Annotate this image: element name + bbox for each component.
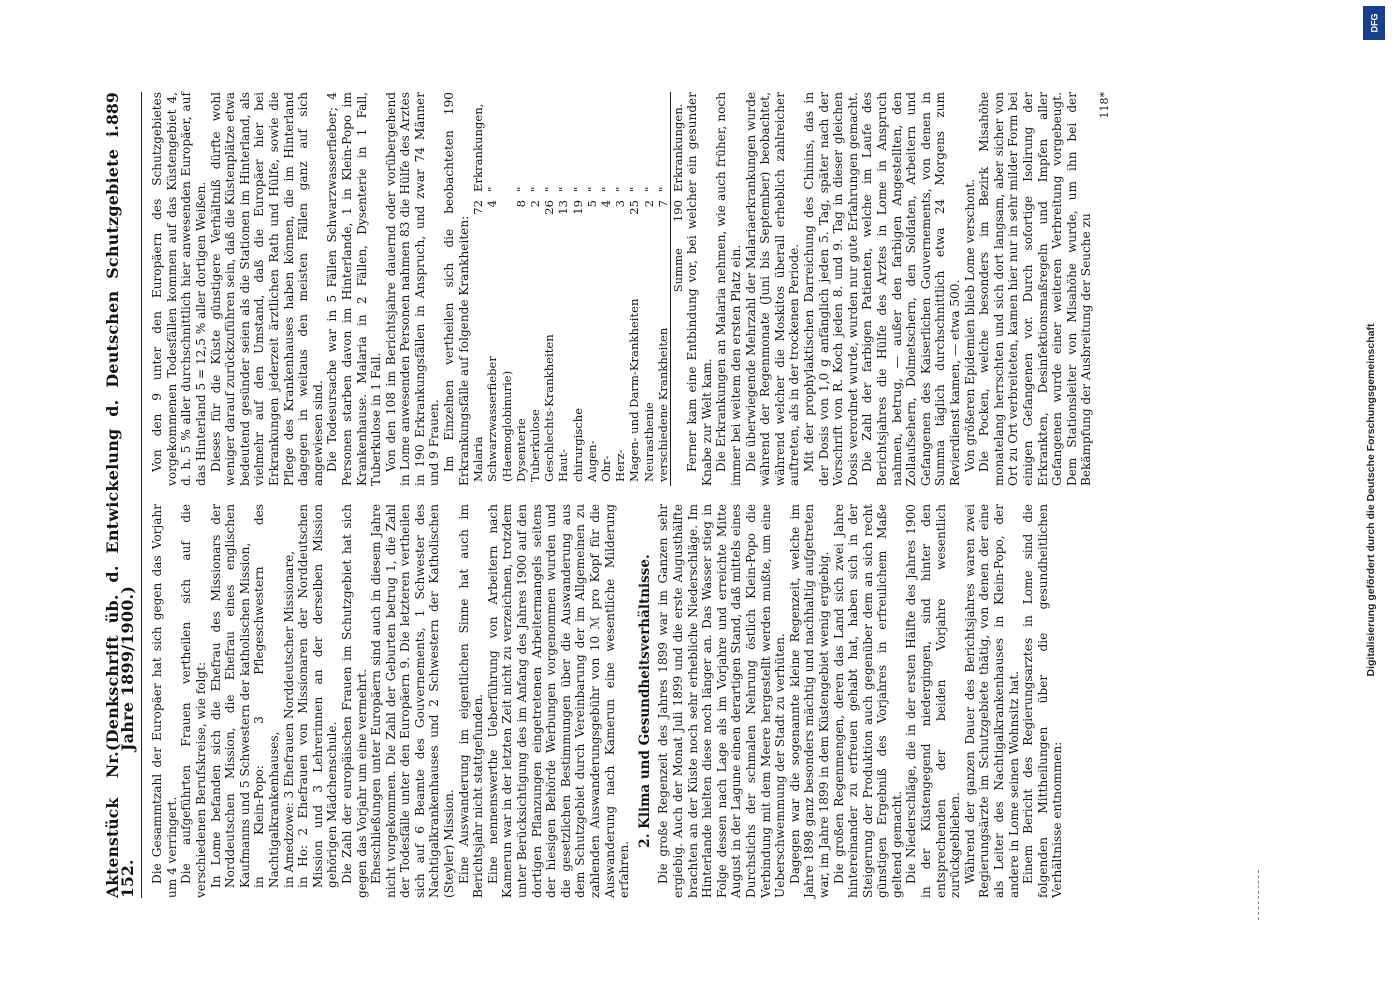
paragraph: Im Einzelnen vertheilen sich die beobachteten 190 Erkrankungsfälle auf folgende Krankheiten: [442,92,471,486]
table-row [542,92,556,486]
disease-name: Schwarzwasserfieber (Haemoglobinurie) [485,356,514,482]
paragraph: Die große Regenzeit des Jahres 1899 war im Ganzen sehr ergiebig. Auch der Monat Juli 1899 und die erste Augusthälfte brachten an der Küste noch sehr erhebliche Niederschläge. Im Hinterlande hielten diese noch länger an. Das Wasser stieg in Folge dessen nach Lage als im Vorjahre und erreichte Mitte August in der Lagune einen derartigen Stand, daß mittels eines Durchstichs der schmalen Nehrung östlich Klein-Popo die Verbindung mit dem Meere hergestellt werden mußte, um eine Ueberschwemmung der Stadt zu verhüten. [656,504,788,898]
table-row [514,92,528,486]
disease-name: Malaria [471,436,486,482]
sum-unit: Erkrankungen. [671,92,686,196]
sum-value: 190 [671,196,686,244]
disease-name: Tuberkulose [528,408,543,482]
ditto-mark: " [542,186,557,192]
paragraph: Von den 108 im Berichtsjahre dauernd oder vorübergehend in Lome anwesenden Personen nahmen 83 die Hülfe des Arztes in 190 Erkrankungsfällen in Anspruch, und zwar 74 Männer und 9 Frauen. [383,92,442,486]
disease-count: 2 [641,200,656,208]
disease-count: 4 [485,200,500,208]
paragraph: Die Pocken, welche besonders im Bezirk Misahöhe monatelang herrschten und sich dort langsam, aber sicher von Ort zu Ort verbreiteten, kamen hier nur in sehr milder Form bei einigen Gefangenen vor. Durch sofortige Isolirung der Erkrankten, Desinfektionsmaßregeln und Impfen aller Gefangenen wurde einer weiteren Verbreitung vorgebeugt. Dem Stationsleiter von Misahöhe wurde, um ihn bei der Bekämpfung der Ausbreitung der Seuche zu [977,92,1094,486]
table-sum-row [671,92,686,486]
paragraph: Dagegen war die sogenannte kleine Regenzeit, welche im Jahre 1898 ganz besonders mächtig und nachhaltig aufgetreten war, im Jahre 1899 in dem Küstengebiet wenig ergiebig. [787,504,831,898]
table-row [571,92,585,486]
disease-name: Neurasthenie [641,402,656,482]
scan-edge-mark [1258,870,1261,920]
table-row [585,92,599,486]
disease-name: Haut- [556,448,571,482]
document-number: Aktenstück Nr. 152. [103,751,137,898]
table-row [642,92,656,486]
disease-name: Herz- [613,449,628,482]
ditto-mark: " [627,186,642,192]
list-item: In Lome befanden sich die Ehefrau des Missionars der Norddeutschen Mission, die Ehefrau eines englischen Kaufmanns und 5 Schwestern der katholischen Mission, [208,504,252,888]
paragraph: Eine nennenswerthe Ueberführung von Arbeitern nach Kamerun war in der letzten Zeit nicht zu verzeichnen, trotzdem unter Berücksichtigung des im Anfang des Jahres 1900 auf den dortigen Pflanzungen eingetretenen Arbeitermangels seitens der hiesigen Behörde Werbungen vorgenommen wurden und die gesetzlichen Bestimmungen über die Auswanderung aus dem Schutzgebiet durch Vereinbarung der im Allgemeinen zu zahlenden Auswanderungsgebühr von 10 ℳ pro Kopf für die Auswanderung nach Kamerun eine wesentliche Milderung erfahren. [485,504,632,898]
paragraph: Die Erkrankungen an Malaria nehmen, wie auch früher, noch immer bei weitem den ersten Platz ein. [714,92,744,486]
paragraph: Eine Auswanderung im eigentlichen Sinne hat auch im Berichtsjahr nicht stattgefunden. [456,504,486,898]
digitization-credit: Digitalisierung gefördert durch die Deutsche Forschungsgemeinschaft [1365,323,1377,677]
table-row [613,92,627,486]
table-row [599,92,613,486]
dfg-logo [1363,6,1385,40]
ditto-mark: " [513,186,528,192]
table-row [471,92,485,486]
ditto-mark: " [655,186,670,192]
disease-name: Magen- und Darm-Krankheiten [627,298,642,482]
list-item: in Klein-Popo: 3 Pflegeschwestern des Nachtigalkrankenhauses, [252,504,281,888]
paragraph: Von den 9 unter den Europäern des Schutzgebietes vorgekommenen Todesfällen kommen auf das Küstengebiet 4, d. h. 5 % aller durchschnittlich hier anwesenden Europäer, auf das Hinterland 5 = 12,5 % aller dortigen Weißen. [150,92,208,486]
paragraph: Die überwiegende Mehrzahl der Malariaerkrankungen wurde während der Regenmonate (Juni bis September) beobachtet, während welcher die Moskitos überall erheblich zahlreicher auftreten, als in der trockenen Periode. [743,92,802,486]
paragraph: Ferner kam eine Entbindung vor, bei welcher ein gesunder Knabe zur Welt kam. [685,92,714,486]
disease-count: 5 [584,200,599,208]
list-item: in Ho: 2 Ehefrauen von Missionaren der Norddeutschen Mission und 3 Lehrerinnen an der derselben Mission gehörigen Mädchenschule. [296,504,340,888]
ditto-mark: " [613,186,628,192]
ditto-mark: " [599,186,614,192]
disease-name: verschiedene Krankheiten [655,327,670,482]
paragraph: Die Zahl der farbigen Patienten, welche im Laufe des Berichtsjahres die Hülfe des Arztes in Lome in Anspruch nahmen, betrug, — außer den farbigen Angestellten, den Zollaufsehern, Dolmetschern, den Soldaten, Arbeitern und Gefangenen des Kaiserlichen Gouvernements, von denen in Summa täglich durchschnittlich etwa 24 Morgens zum Revierdienst kamen, — etwa 500. [860,92,962,486]
disease-count: 72 [471,200,486,215]
disease-name: Augen- [584,440,599,482]
women-distribution-list [209,504,340,898]
list-item: in Amedzowe: 3 Ehefrauen Norddeutscher Missionare, [281,550,296,888]
right-column [150,92,1112,486]
sum-label: Summe [671,244,686,486]
ditto-mark: " [556,186,571,192]
paragraph: Die aufgeführten Frauen vertheilen sich auf die verschiedenen Berufskreise, wie folgt: [179,504,208,898]
disease-count: 7 [655,200,670,208]
ditto-mark: " [641,186,656,192]
disease-name: Geschlechts-Krankheiten [542,334,557,482]
dfg-logo-text: DFG [1369,13,1379,33]
signature-mark: 118* [1097,92,1111,119]
disease-count: 4 [599,200,614,208]
table-row [485,92,513,486]
table-row [627,92,641,486]
document-page [96,80,1306,910]
text-columns [150,92,1112,898]
paragraph: Die Niederschläge, die in der ersten Hälfte des Jahres 1900 in der Küstengegend niedergingen, sind hinter den entsprechenden der beiden Vorjahre wesentlich zurückgeblieben. [904,504,963,898]
disease-count: 2 [528,200,543,208]
ditto-mark: " [528,186,543,192]
paragraph: Während der ganzen Dauer des Berichtsjahres waren zwei Regierungsärzte im Schutzgebiete thätig, von denen der eine als Leiter des Nachtigalkrankenhauses in Klein-Popo, der andere in Lome seinen Wohnsitz hat. [962,504,1021,898]
disease-name: Dysenterie [513,418,528,482]
disease-count: 25 [627,200,642,215]
paragraph: Dieses für die Küste günstigere Verhältniß dürfte wohl weniger darauf zurückzuführen sein, daß die Küstenplätze etwa bedeutend gesünder seien als die Stationen im Hinterland, als vielmehr auf den Umstand, daß die Europäer hier bei Erkrankungen jederzeit ärztlichen Rath und Hülfe, sowie die Pflege des Krankenhauses haben können, die im Hinterland dagegen in weitaus den meisten Fällen ganz auf sich angewiesen sind. [208,92,325,486]
disease-count: 8 [513,200,528,208]
disease-count: 26 [542,200,557,215]
paragraph: Die Todesursache war in 5 Fällen Schwarzwasserfieber; 4 Personen starben davon im Hinterlande, 1 in Klein-Popo im Krankenhause. Malaria in 2 Fällen, Dysenterie in 1 Fall, Tuberkulose in 1 Fall. [325,92,384,486]
paragraph: Die Gesammtzahl der Europäer hat sich gegen das Vorjahr um 4 verringert. [150,504,179,898]
table-row [556,92,570,486]
page-number: 889 [103,92,122,125]
disease-name: Ohr- [599,455,614,482]
paragraph: Von größeren Epidemien blieb Lome verschont. [962,179,977,472]
page-title: (Denkschrift üb. d. Entwickelung d. Deutschen Schutzgebiete i. Jahre 1899/1900.) [103,124,137,752]
paragraph: Die Zahl der europäischen Frauen im Schutzgebiet hat sich gegen das Vorjahr um eine vermehrt. [339,504,369,898]
left-column [150,504,1065,898]
disease-name: chirurgische [570,407,585,482]
paragraph: Die großen Regenmengen, deren das Land sich zwei Jahre hintereinander zu erfreuen gehabt hat, haben sich in der Steigerung der Produktion auch gegenüber dem an sich recht günstigen Ergebniß des Vorjahres in erfreulichem Maße geltend gemacht. [831,504,904,898]
page-header [103,92,142,898]
ditto-mark: " [584,186,599,192]
disease-count: 3 [613,200,628,208]
count-unit: Erkrankungen, [471,103,486,192]
section-heading: 2. Klima und Gesundheitsverhältnisse. [636,554,653,848]
disease-count: 19 [570,200,585,215]
ditto-mark: " [570,186,585,192]
table-row [528,92,542,486]
table-row [656,92,671,486]
paragraph: Eheschließungen unter Europäern sind auch in diesem Jahre nicht vorgekommen. Die Zahl der Geburten betrug 1, die Zahl der Todesfälle unter den Europäern 9. Die letzteren vertheilen sich auf 6 Beamte des Gouvernements, 1 Schwester des Nachtigalkrankenhauses und 2 Schwestern der Katholischen (Steyler) Mission. [369,504,457,898]
ditto-mark: " [485,186,500,192]
paragraph: Einem Bericht des Regierungsarztes in Lome sind die folgenden Mittheilungen über die gesundheitlichen Verhältnisse entnommen: [1021,504,1065,898]
disease-count: 13 [556,200,571,215]
paragraph: Mit der prophylaktischen Darreichung des Chinins, das in der Dosis von 1,0 g anfänglich jeden 5. Tag, später nach der Vorschrift von R. Koch jeden 8. und 9. Tag in dieser gleichen Dosis verordnet wurde, wurden nur gute Erfahrungen gemacht. [802,92,860,486]
disease-statistics-table [471,92,685,486]
